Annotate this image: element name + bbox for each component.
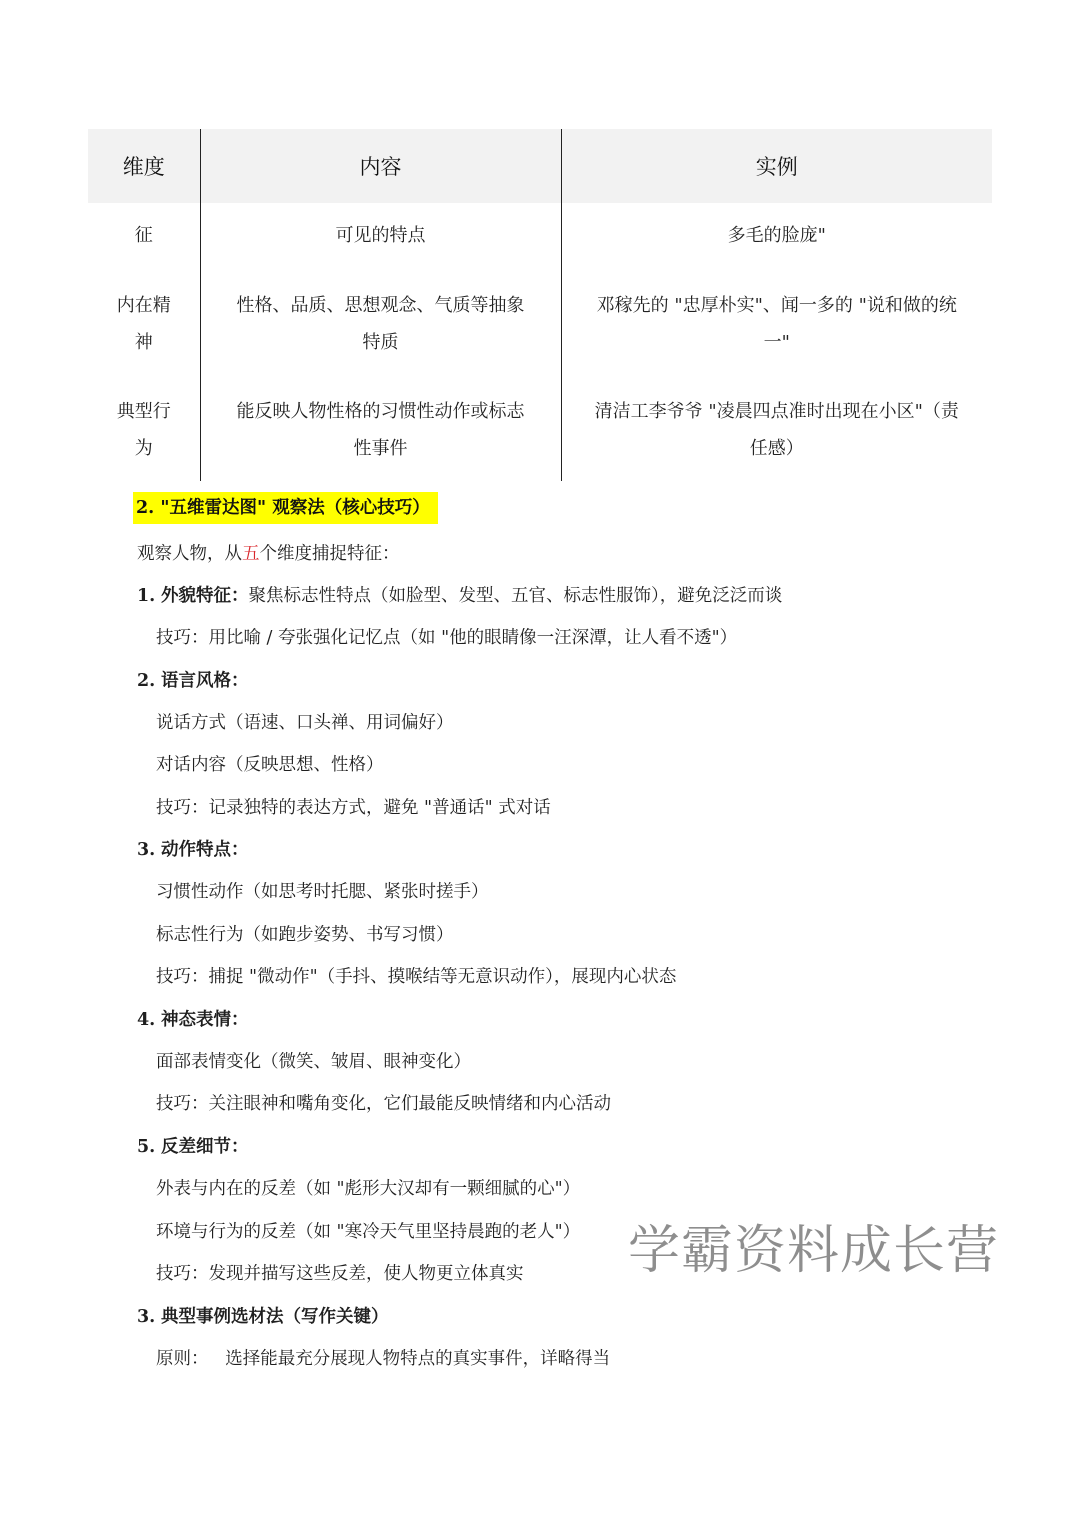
item-title: 语言风格： bbox=[161, 671, 249, 691]
item-detail-line: 技巧：关注眼神和嘴角变化，它们最能反映情绪和内心活动 bbox=[156, 1094, 611, 1114]
section-heading-radar: 2. "五维雷达图" 观察法（核心技巧） bbox=[133, 492, 438, 524]
cell-text: 能反映人物性格的习惯性动作或标志 bbox=[236, 401, 525, 422]
header-content: 内容 bbox=[200, 129, 561, 203]
cell-text: 任感） bbox=[749, 438, 804, 459]
intro-text: 个维度捕捉特征： bbox=[259, 544, 400, 564]
item-detail-line: 标志性行为（如跑步姿势、书写习惯） bbox=[156, 925, 454, 945]
item-detail-line: 外表与内在的反差（如 "彪形大汉却有一颗细腻的心"） bbox=[156, 1179, 581, 1199]
item-detail-line: 习惯性动作（如思考时托腮、紧张时搓手） bbox=[156, 882, 489, 902]
intro-text: 观察人物，从 bbox=[137, 544, 242, 564]
list-item-language bbox=[137, 667, 249, 692]
cell-text: 性格、品质、思想观念、气质等抽象 bbox=[236, 295, 525, 316]
item-number: 3. bbox=[137, 840, 156, 860]
item-detail-line: 技巧：用比喻 / 夸张强化记忆点（如 "他的眼睛像一汪深潭，让人看不透"） bbox=[156, 628, 738, 648]
table-row bbox=[88, 203, 992, 287]
principle-line: 原则： 选择能最充分展现人物特点的真实事件，详略得当 bbox=[156, 1349, 611, 1369]
cell-text: 清洁工李爷爷 "凌晨四点准时出现在小区"（责 bbox=[594, 401, 959, 422]
cell-dimension bbox=[88, 287, 200, 393]
cell-example bbox=[561, 287, 992, 393]
cell-text: 内在精 bbox=[116, 295, 171, 316]
item-title: 动作特点： bbox=[161, 840, 249, 860]
item-detail-line: 说话方式（语速、口头禅、用词偏好） bbox=[156, 713, 454, 733]
cell-text: 为 bbox=[134, 438, 153, 459]
list-item-contrast bbox=[137, 1133, 249, 1158]
cell-text: 特质 bbox=[362, 332, 399, 353]
item-description: 聚焦标志性特点（如脸型、发型、五官、标志性服饰），避免泛泛而谈 bbox=[248, 586, 783, 606]
item-number: 2. bbox=[137, 671, 156, 691]
cell-content bbox=[200, 203, 561, 287]
cell-text: 神 bbox=[134, 332, 153, 353]
list-item-expression bbox=[137, 1006, 249, 1031]
cell-text: 多毛的脸庞" bbox=[727, 225, 826, 246]
cell-text: 可见的特点 bbox=[335, 225, 426, 246]
watermark-text: 学霸资料成长营 bbox=[628, 1221, 1000, 1281]
section-intro bbox=[137, 540, 400, 565]
intro-highlight: 五 bbox=[242, 544, 260, 564]
item-detail-line: 环境与行为的反差（如 "寒冷天气里坚持晨跑的老人"） bbox=[156, 1222, 581, 1242]
item-number: 4. bbox=[137, 1010, 156, 1030]
cell-example bbox=[561, 393, 992, 481]
cell-text: 典型行 bbox=[116, 401, 171, 422]
item-number: 3. bbox=[137, 1307, 156, 1327]
table-row bbox=[88, 393, 992, 481]
item-title: 外貌特征： bbox=[161, 586, 249, 606]
table-row bbox=[88, 287, 992, 393]
list-item-action bbox=[137, 836, 249, 861]
item-title: 反差细节： bbox=[161, 1137, 249, 1157]
item-title: 神态表情： bbox=[161, 1010, 249, 1030]
cell-text: 邓稼先的 "忠厚朴实"、闻一多的 "说和做的统 bbox=[596, 295, 957, 316]
header-dimension: 维度 bbox=[88, 129, 200, 203]
cell-text: 性事件 bbox=[353, 438, 408, 459]
cell-dimension bbox=[88, 393, 200, 481]
cell-example bbox=[561, 203, 992, 287]
table-header-row bbox=[88, 129, 992, 203]
item-number: 1. bbox=[137, 586, 156, 606]
list-item-appearance bbox=[137, 582, 782, 607]
cell-content bbox=[200, 287, 561, 393]
section-heading-typical-example bbox=[137, 1303, 389, 1328]
cell-text: 征 bbox=[134, 225, 153, 246]
item-detail-line: 技巧：发现并描写这些反差，使人物更立体真实 bbox=[156, 1264, 524, 1284]
item-detail-line: 面部表情变化（微笑、皱眉、眼神变化） bbox=[156, 1052, 471, 1072]
cell-text: 一" bbox=[763, 332, 790, 353]
section-title: 典型事例选材法（写作关键） bbox=[161, 1307, 389, 1327]
item-number: 5. bbox=[137, 1137, 156, 1157]
item-detail-line: 对话内容（反映思想、性格） bbox=[156, 755, 384, 775]
cell-content bbox=[200, 393, 561, 481]
trait-table bbox=[88, 129, 992, 481]
cell-dimension bbox=[88, 203, 200, 287]
item-detail-line: 技巧：捕捉 "微动作"（手抖、摸喉结等无意识动作），展现内心状态 bbox=[156, 967, 677, 987]
header-example: 实例 bbox=[561, 129, 992, 203]
item-detail-line: 技巧：记录独特的表达方式，避免 "普通话" 式对话 bbox=[156, 798, 551, 818]
